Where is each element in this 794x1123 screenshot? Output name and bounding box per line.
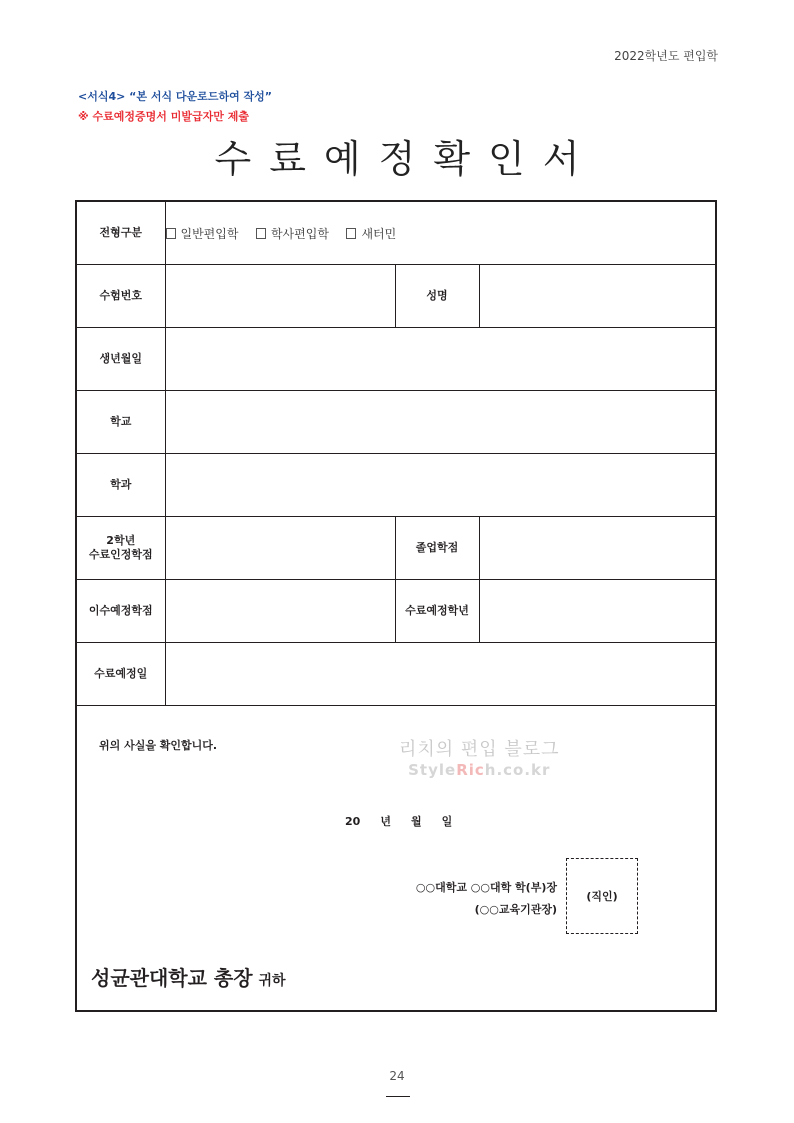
- date-year: 20: [345, 815, 361, 828]
- option-general-transfer[interactable]: 일반편입학: [166, 227, 239, 241]
- checkbox-icon[interactable]: [166, 228, 176, 239]
- exam-number-label: 수험번호: [77, 265, 165, 328]
- row-school: [77, 391, 715, 454]
- row-expected-date: [77, 643, 715, 706]
- row-expected-credits: [77, 580, 715, 643]
- expected-credits-label: 이수예정학점: [77, 580, 165, 643]
- row-admission-type: [77, 202, 715, 265]
- grad-credits-field[interactable]: [479, 517, 715, 580]
- admission-type-label: 전형구분: [77, 202, 165, 265]
- checkbox-icon[interactable]: [346, 228, 356, 239]
- form-number-label: <서식4> “본 서식 다운로드하여 작성”: [78, 90, 273, 103]
- form-table: [77, 202, 715, 706]
- expected-year-field[interactable]: [479, 580, 715, 643]
- expected-year-label: 수료예정학년: [395, 580, 479, 643]
- date-month-unit: 월: [410, 815, 422, 828]
- school-field[interactable]: [165, 391, 715, 454]
- page-title: 수료예정확인서: [214, 137, 598, 181]
- row-department: [77, 454, 715, 517]
- addressee: 성균관대학교 총장 귀하: [91, 966, 286, 990]
- signer-title: ○○대학교 ○○대학 학(부)장 (○○교육기관장): [415, 881, 557, 916]
- official-seal-box[interactable]: (직인): [566, 858, 638, 934]
- expected-date-label: 수료예정일: [77, 643, 165, 706]
- date-year-unit: 년: [380, 815, 391, 828]
- page-number: 24: [389, 1069, 405, 1083]
- department-label: 학과: [77, 454, 165, 517]
- admission-type-options: [165, 202, 715, 265]
- birth-date-label: 생년월일: [77, 328, 165, 391]
- row-credits: [77, 517, 715, 580]
- option-defector[interactable]: 새터민: [346, 227, 396, 241]
- date-line: [345, 813, 472, 829]
- credits-2nd-year-label: 2학년 수료인정학점: [77, 517, 165, 580]
- row-exam-number: [77, 265, 715, 328]
- name-field[interactable]: [479, 265, 715, 328]
- birth-date-field[interactable]: [165, 328, 715, 391]
- certificate-form: [75, 200, 717, 1012]
- confirmation-text: 위의 사실을 확인합니다.: [99, 739, 218, 752]
- school-label: 학교: [77, 391, 165, 454]
- watermark-line2: StyleRich.co.kr: [408, 761, 551, 779]
- row-birth-date: [77, 328, 715, 391]
- expected-date-field[interactable]: [165, 643, 715, 706]
- exam-number-field[interactable]: [165, 265, 395, 328]
- checkbox-icon[interactable]: [256, 228, 266, 239]
- name-label: 성명: [395, 265, 479, 328]
- watermark-line1: 리치의 편입 블로그: [399, 739, 560, 760]
- grad-credits-label: 졸업학점: [395, 517, 479, 580]
- page-number-underline: [386, 1096, 410, 1097]
- option-bachelor-transfer[interactable]: 학사편입학: [256, 227, 329, 241]
- credits-2nd-year-field[interactable]: [165, 517, 395, 580]
- expected-credits-field[interactable]: [165, 580, 395, 643]
- submission-notice: ※ 수료예정증명서 미발급자만 제출: [78, 110, 249, 123]
- confirmation-section: [77, 705, 715, 1010]
- date-day-unit: 일: [441, 815, 453, 828]
- document-year-label: 2022학년도 편입학: [614, 49, 718, 63]
- department-field[interactable]: [165, 454, 715, 517]
